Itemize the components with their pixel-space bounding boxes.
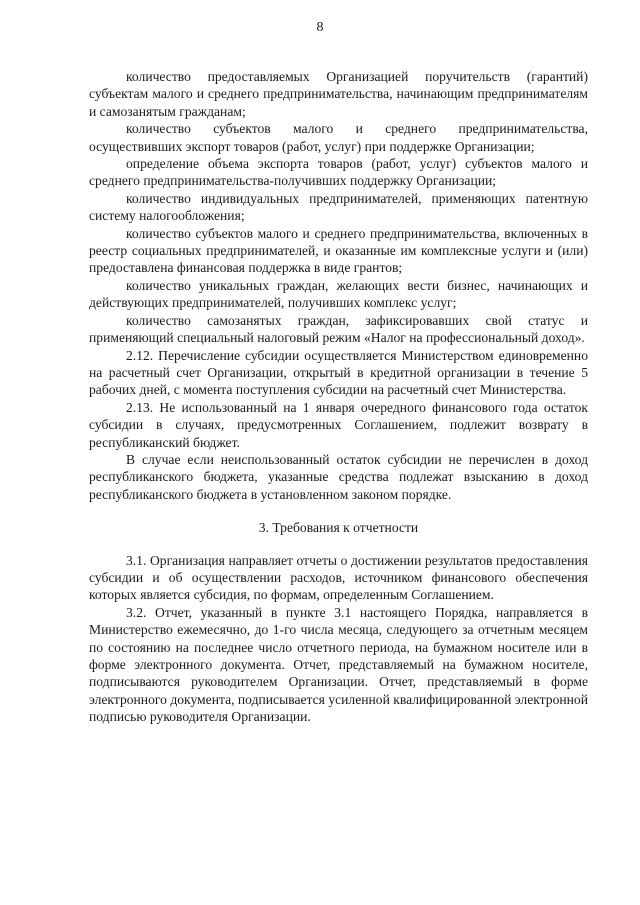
indicator-item: определение объема экспорта товаров (работ, услуг) субъектов малого и среднего предпринимательства-получивших поддержку Организации;	[89, 156, 588, 189]
clause-3-1: 3.1. Организация направляет отчеты о достижении результатов предоставления субсидии и об осуществлении расходов, источником финансового обеспечения которых является субсидия, по формам, определенным Соглашением.	[89, 552, 588, 603]
clause-unspent-balance: В случае если неиспользованный остаток субсидии не перечислен в доход республиканского бюджета, указанные средства подлежат взысканию в доход республиканского бюджета в установленном законом порядке.	[89, 451, 588, 502]
indicator-item: количество самозанятых граждан, зафиксировавших свой статус и применяющий специальный налоговый режим «Налог на профессиональный доход».	[89, 312, 588, 346]
clause-3-2: 3.2. Отчет, указанный в пункте 3.1 настоящего Порядка, направляется в Министерство ежемесячно, до 1-го числа месяца, следующего за отчетным месяцем по состоянию на последнее число отчетного периода, на бумажном носителе или в форме электронного документа. Отчет, представляемый на бумажном носителе, подписываются руководителем Организации. Отчет, представляемый в форме электронного документа, подписывается усиленной квалифицированной электронной подписью руководителя Организации.	[89, 604, 588, 725]
indicator-item: количество субъектов малого и среднего предпринимательства, включенных в реестр социальных предпринимателей, и оказанные им комплексные услуги и (или) предоставлена финансовая поддержка в виде грантов;	[89, 225, 588, 276]
indicator-item: количество предоставляемых Организацией поручительств (гарантий) субъектам малого и среднего предпринимательства, начинающим предпринимателям и самозанятым гражданам;	[89, 69, 588, 119]
indicator-item: количество индивидуальных предпринимателей, применяющих патентную систему налогообложения;	[89, 190, 588, 224]
indicator-item: количество субъектов малого и среднего предпринимательства, осуществивших экспорт товаров (работ, услуг) при поддержке Организации;	[89, 121, 588, 154]
clause-2-13: 2.13. Не использованный на 1 января очередного финансового года остаток субсидии в случаях, предусмотренных Соглашением, подлежит возврату в республиканский бюджет.	[89, 399, 588, 450]
indicator-item: количество уникальных граждан, желающих вести бизнес, начинающих и действующих предпринимателей, получивших комплекс услуг;	[89, 277, 588, 311]
clause-2-12: 2.12. Перечисление субсидии осуществляется Министерством единовременно на расчетный счет Организации, открытый в кредитной организации в течение 5 рабочих дней, с момента поступления субсидии на расчетный счет Министерства.	[89, 347, 588, 398]
document-body	[89, 68, 588, 726]
page-number: 8	[316, 20, 324, 35]
section-3-heading: 3. Требования к отчетности	[258, 520, 419, 536]
